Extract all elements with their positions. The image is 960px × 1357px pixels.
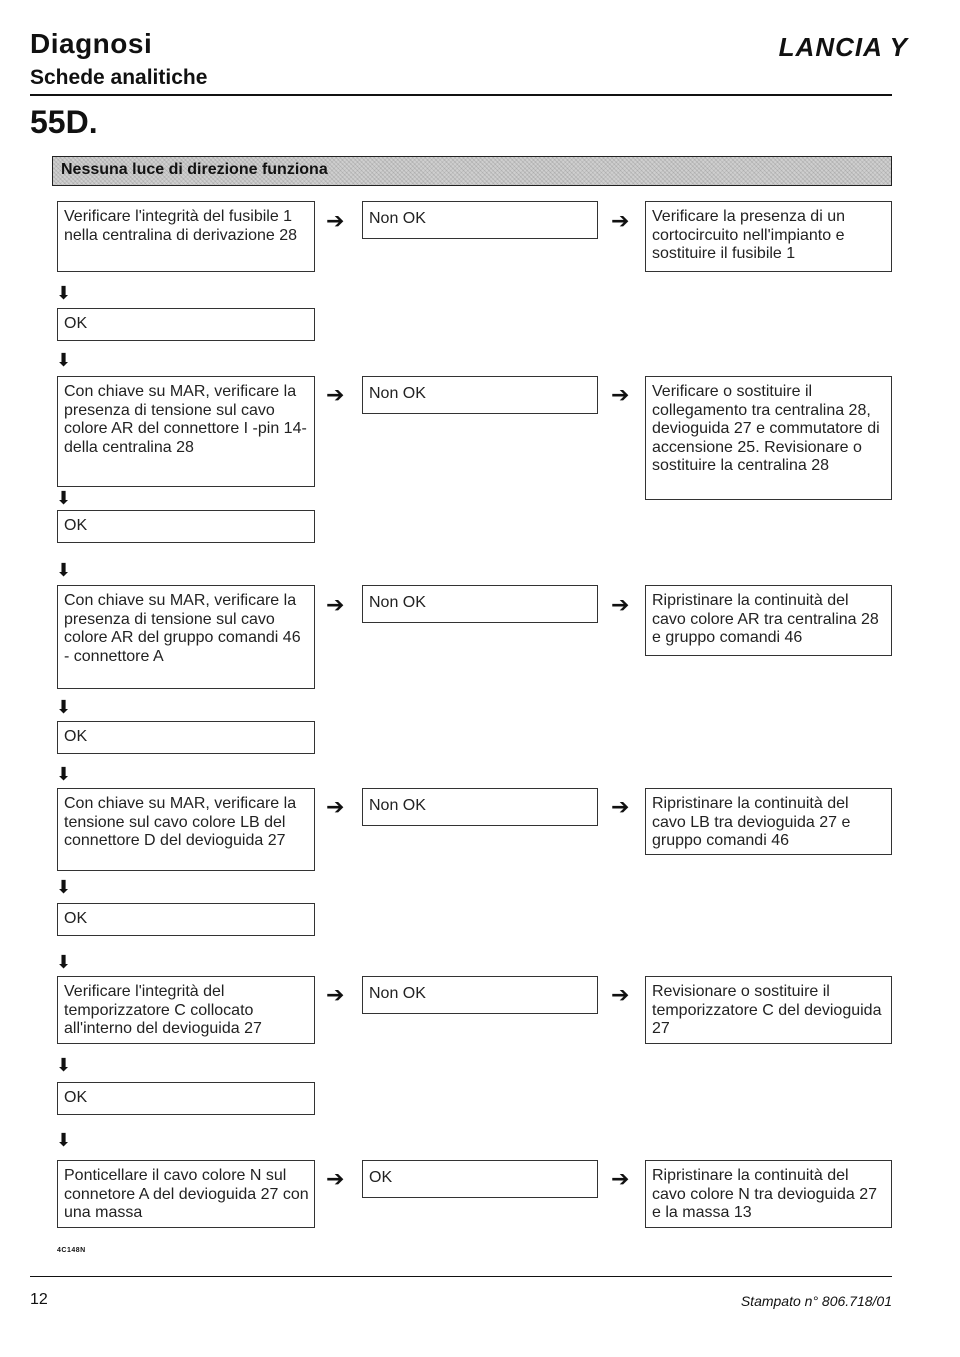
ok-box-1: OK [57, 308, 315, 341]
arrow-right-icon: ➔ [611, 382, 630, 407]
arrow-right-icon: ➔ [611, 982, 630, 1007]
brand-name: LANCIA Y [778, 32, 908, 62]
arrow-right-icon: ➔ [326, 382, 345, 407]
action-box-5: Revisionare o sostituire il temporizzatore C del devioguida 27 [645, 976, 892, 1044]
arrow-right-icon: ➔ [326, 1166, 345, 1191]
arrow-right-icon: ➔ [611, 794, 630, 819]
arrow-down-icon: ⬇ [56, 1055, 72, 1075]
ok-box-4: OK [57, 903, 315, 936]
result-box-4: Non OK [362, 788, 598, 826]
result-box-1: Non OK [362, 201, 598, 239]
arrow-right-icon: ➔ [326, 592, 345, 617]
fault-title: Nessuna luce di direzione funziona [61, 161, 328, 178]
ok-box-5: OK [57, 1082, 315, 1115]
ok-box-3: OK [57, 721, 315, 754]
arrow-down-icon: ⬇ [56, 350, 72, 370]
fault-banner [52, 156, 892, 186]
check-box-1: Verificare l'integrità del fusibile 1 nella centralina di derivazione 28 [57, 201, 315, 272]
document-subtitle: Schede analitiche [30, 66, 208, 89]
action-box-1: Verificare la presenza di un cortocircuito nell'impianto e sostituire il fusibile 1 [645, 201, 892, 272]
arrow-right-icon: ➔ [326, 982, 345, 1007]
arrow-down-icon: ⬇ [56, 488, 72, 508]
arrow-down-icon: ⬇ [56, 877, 72, 897]
arrow-down-icon: ⬇ [56, 952, 72, 972]
arrow-down-icon: ⬇ [56, 283, 72, 303]
check-box-6: Ponticellare il cavo colore N sul connetore A del devioguida 27 con una massa [57, 1160, 315, 1228]
action-box-4: Ripristinare la continuità del cavo LB tra devioguida 27 e gruppo comandi 46 [645, 788, 892, 855]
footer-rule [30, 1276, 892, 1277]
result-box-5: Non OK [362, 976, 598, 1014]
check-box-5: Verificare l'integrità del temporizzatore C collocato all'interno del devioguida 27 [57, 976, 315, 1044]
arrow-down-icon: ⬇ [56, 560, 72, 580]
arrow-right-icon: ➔ [611, 592, 630, 617]
section-number: 55D. [30, 104, 98, 140]
arrow-right-icon: ➔ [611, 1166, 630, 1191]
check-box-2: Con chiave su MAR, verificare la presenza di tensione sul cavo colore AR del connettore I -pin 14- della centralina 28 [57, 376, 315, 487]
check-box-3: Con chiave su MAR, verificare la presenza di tensione sul cavo colore AR del gruppo comandi 46 - connettore A [57, 585, 315, 689]
page-number: 12 [30, 1291, 48, 1308]
header-rule [30, 94, 892, 96]
arrow-down-icon: ⬇ [56, 1130, 72, 1150]
result-box-6: OK [362, 1160, 598, 1198]
arrow-right-icon: ➔ [326, 794, 345, 819]
arrow-down-icon: ⬇ [56, 764, 72, 784]
figure-code: 4C148N [57, 1247, 86, 1254]
document-title: Diagnosi [30, 28, 153, 59]
arrow-down-icon: ⬇ [56, 697, 72, 717]
result-box-3: Non OK [362, 585, 598, 623]
arrow-right-icon: ➔ [611, 208, 630, 233]
action-box-6: Ripristinare la continuità del cavo colore N tra devioguida 27 e la massa 13 [645, 1160, 892, 1228]
check-box-4: Con chiave su MAR, verificare la tensione sul cavo colore LB del connettore D del devioguida 27 [57, 788, 315, 871]
action-box-2: Verificare o sostituire il collegamento tra centralina 28, devioguida 27 e commutatore di accensione 25. Revisionare o sostituire la centralina 28 [645, 376, 892, 500]
ok-box-2: OK [57, 510, 315, 543]
print-reference: Stampato n° 806.718/01 [740, 1293, 892, 1309]
result-box-2: Non OK [362, 376, 598, 414]
arrow-right-icon: ➔ [326, 208, 345, 233]
action-box-3: Ripristinare la continuità del cavo colore AR tra centralina 28 e gruppo comandi 46 [645, 585, 892, 656]
